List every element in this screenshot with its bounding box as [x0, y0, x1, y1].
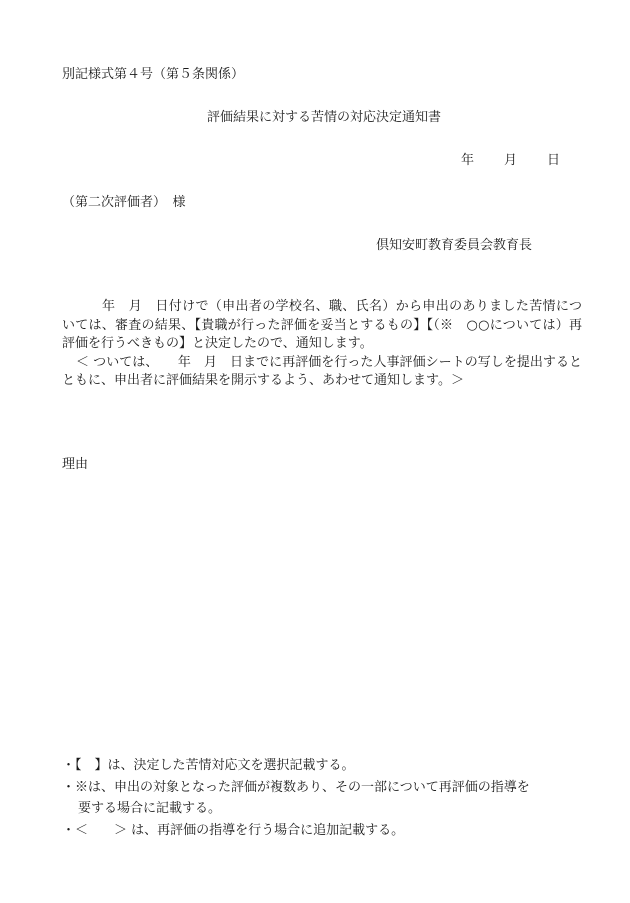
- note-continuation-text: 要する場合に記載する。: [78, 801, 222, 816]
- follow-up-paragraph: ＜ ついては、 年 月 日までに再評価を行った人事評価シートの写しを提出するとともに、申出者に評価結果を開示するよう、あわせて通知します。＞: [62, 354, 582, 388]
- note-item: ・＜ ＞ は、再評価の指導を行う場合に追加記載する。: [62, 822, 405, 838]
- note-item: ・【 】は、決定した苦情対応文を選択記載する。: [62, 758, 355, 773]
- notice-body: [62, 298, 582, 391]
- form-label: 別記様式第４号（第５条関係）: [62, 67, 245, 82]
- date-month-label: 月: [504, 153, 518, 168]
- notice-paragraph: 年 月 日付けで（申出者の学校名、職、氏名）から申出のありました苦情については、審査の結果、【貴職が行った評価を妥当とするもの】【（※ ○○については）再評価を行うべきもの】と決定したので、通知します。: [62, 299, 582, 351]
- addressee: （第二次評価者） 様: [62, 195, 186, 210]
- date-year-label: 年: [461, 153, 475, 168]
- note-item-continuation: [62, 798, 582, 820]
- issuer: 倶知安町教育委員会教育長: [376, 238, 533, 253]
- document-title: 評価結果に対する苦情の対応決定通知書: [206, 110, 441, 125]
- note-item: ・※は、申出の対象となった評価が複数あり、その一部について再評価の指導を: [62, 779, 530, 795]
- date-line: [461, 152, 560, 169]
- notes-list: [62, 755, 582, 841]
- date-day-label: 日: [547, 153, 561, 168]
- reason-label: 理由: [62, 457, 89, 472]
